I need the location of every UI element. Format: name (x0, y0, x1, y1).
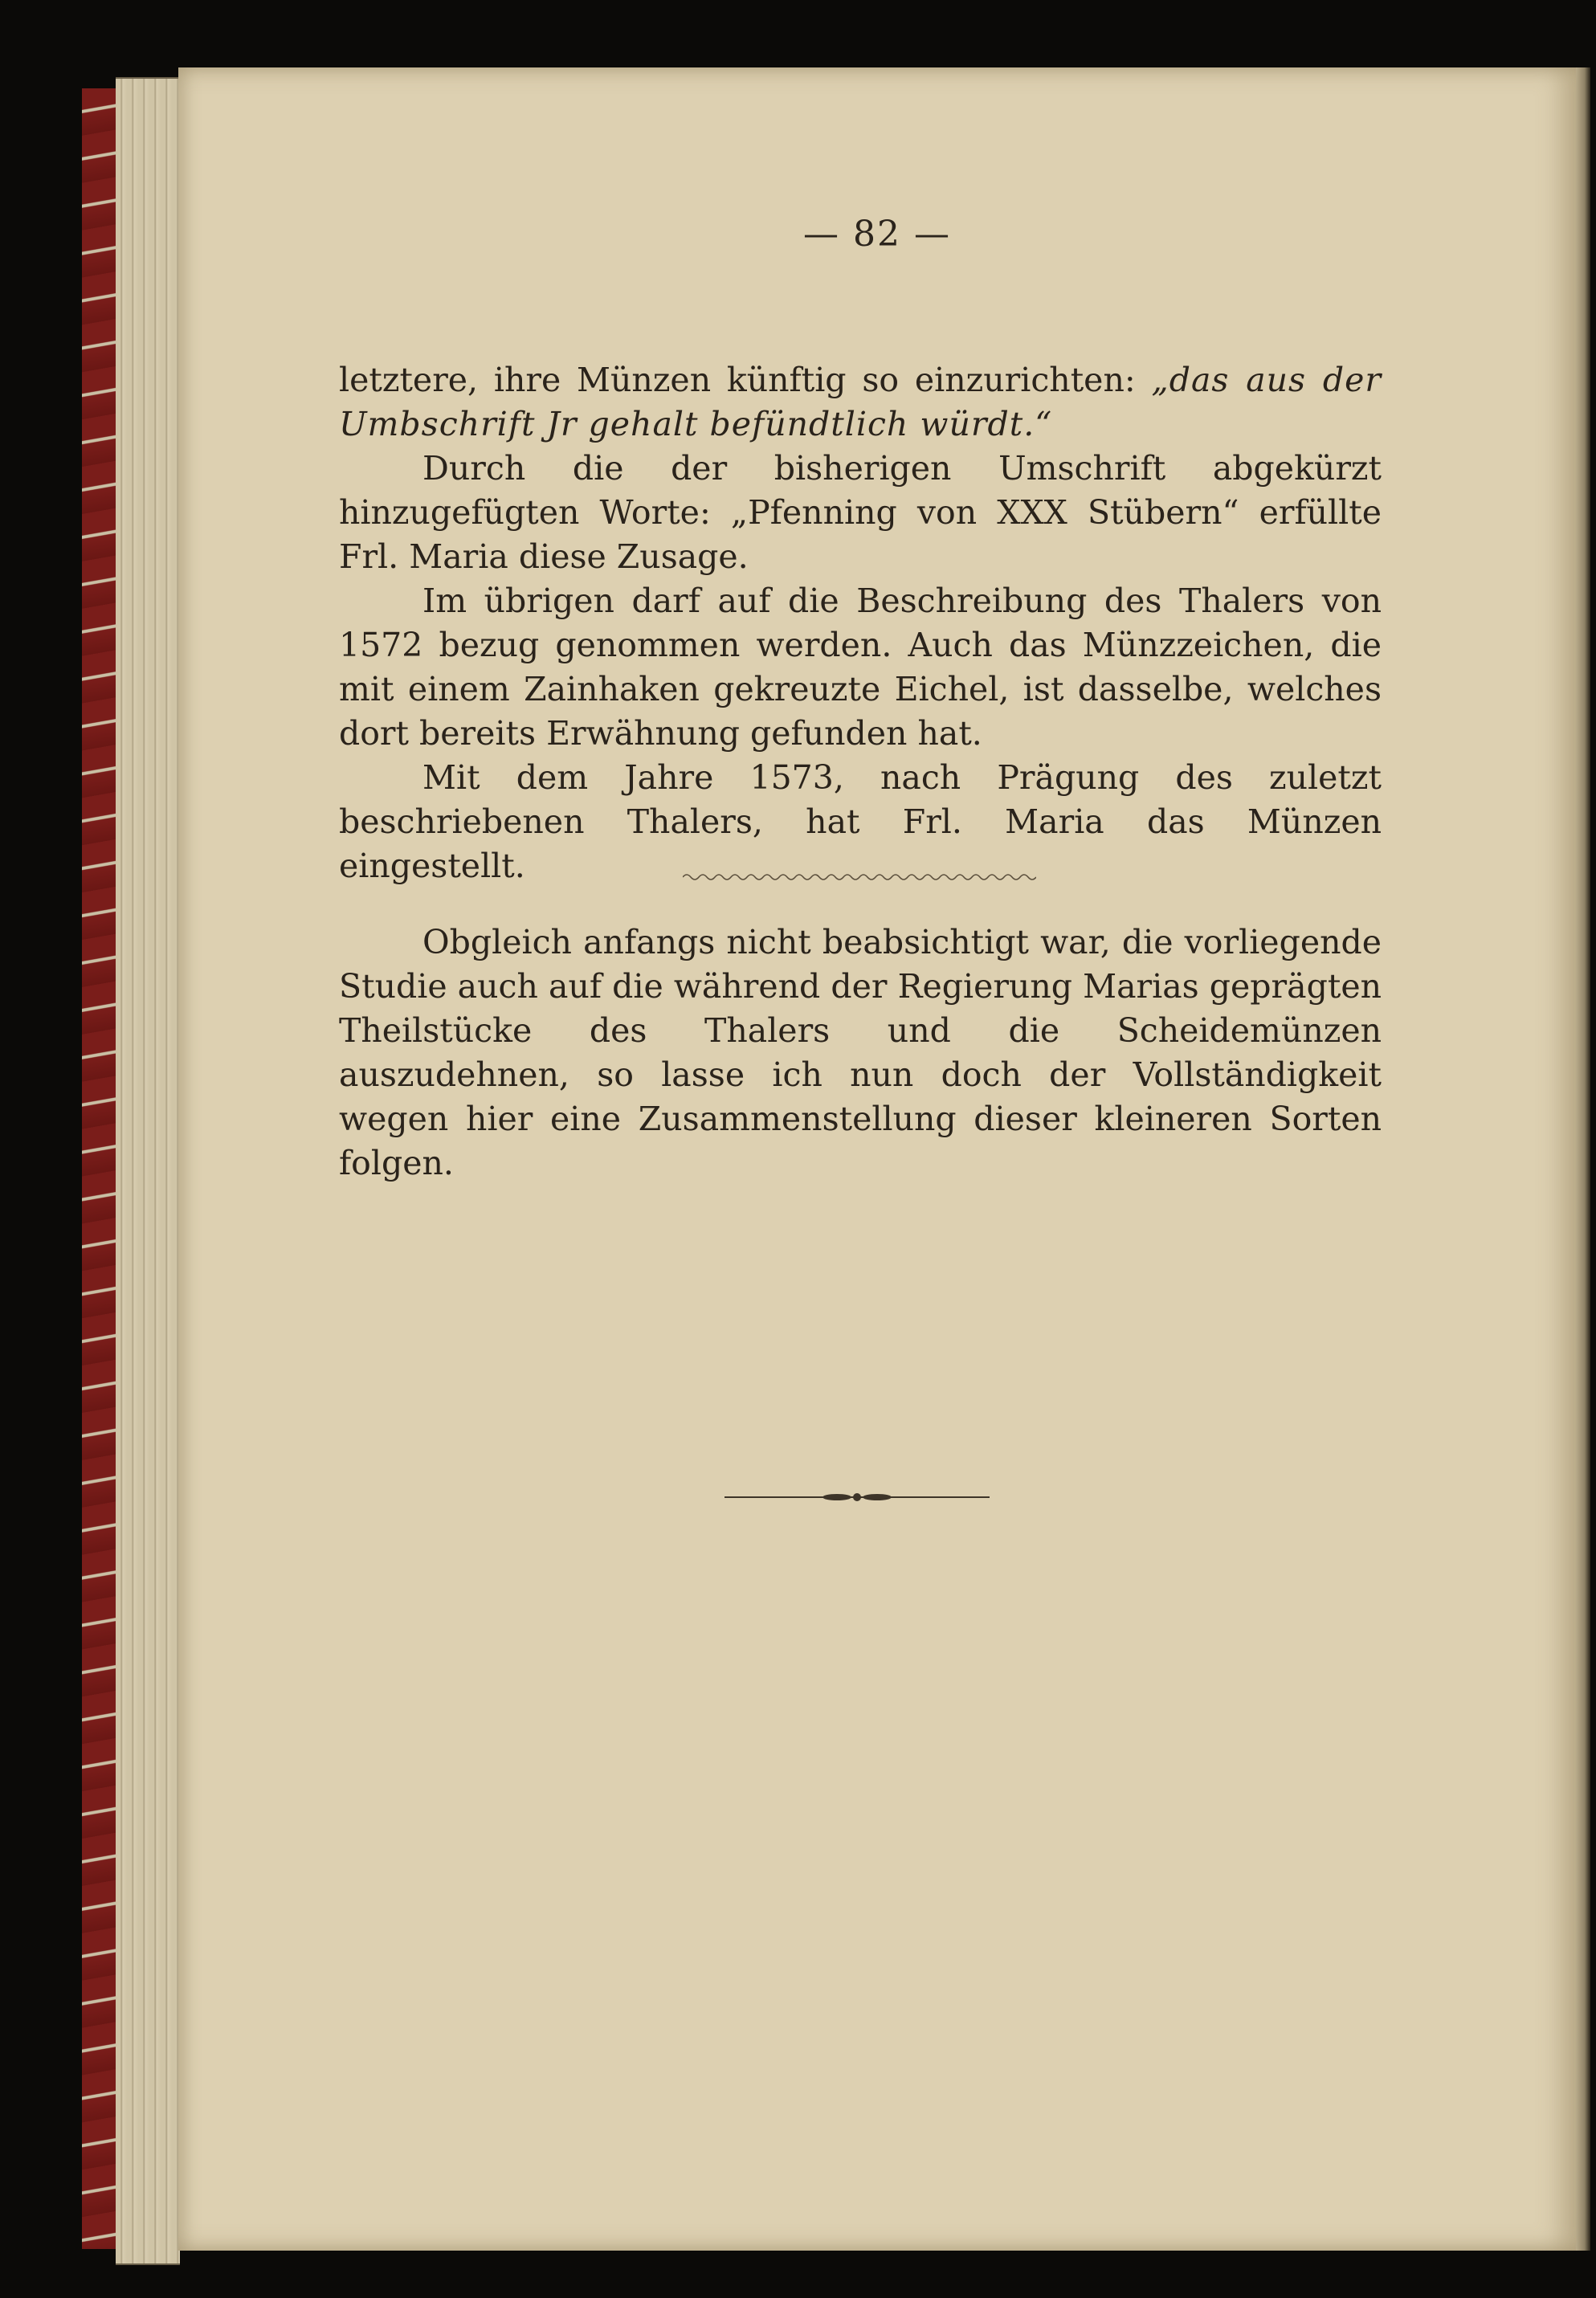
paragraph-1-fraktur-quote: „das aus der Umbschrift Jr gehalt befündtlich würdt.“ (339, 361, 1382, 443)
text-block-bottom (339, 920, 1382, 1186)
wavy-divider-ornament (683, 869, 1036, 885)
book-page (178, 67, 1576, 2251)
paragraph-3: Im übrigen darf auf die Beschreibung des Thalers von 1572 bezug genommen werden. Auch das Münzzeichen, die mit einem Zainhaken gekreuzte Eichel, ist dasselbe, welches dort bereits Erwähnung gefunden hat. (339, 582, 1382, 753)
paragraph-1 (339, 358, 1382, 447)
end-rule-ornament (725, 1489, 990, 1505)
paragraph-5: Obgleich anfangs nicht beabsichtigt war, die vorliegende Studie auch auf die während der Regierung Marias geprägten Theilstücke des Thalers und die Scheidemünzen auszudehnen, so lasse ich nun doch der Vollständigkeit wegen hier eine Zusammenstellung dieser kleineren Sorten folgen. (339, 923, 1382, 1182)
page-number: — 82 — (803, 214, 951, 255)
page-right-edge (1576, 67, 1590, 2251)
paragraph-2: Durch die der bisherigen Umschrift abgekürzt hinzugefügten Worte: „Pfenning von XXX Stübern“ erfüllte Frl. Maria diese Zusage. (339, 449, 1382, 576)
marbled-book-edge (82, 88, 117, 2249)
text-block-top (339, 358, 1382, 888)
page-stack-edges (116, 77, 180, 2265)
paragraph-1-text: letztere, ihre Münzen künftig so einzurichten: (339, 361, 1152, 399)
paragraph-4: Mit dem Jahre 1573, nach Prägung des zuletzt beschriebenen Thalers, hat Frl. Maria das Münzen eingestellt. (339, 758, 1382, 885)
